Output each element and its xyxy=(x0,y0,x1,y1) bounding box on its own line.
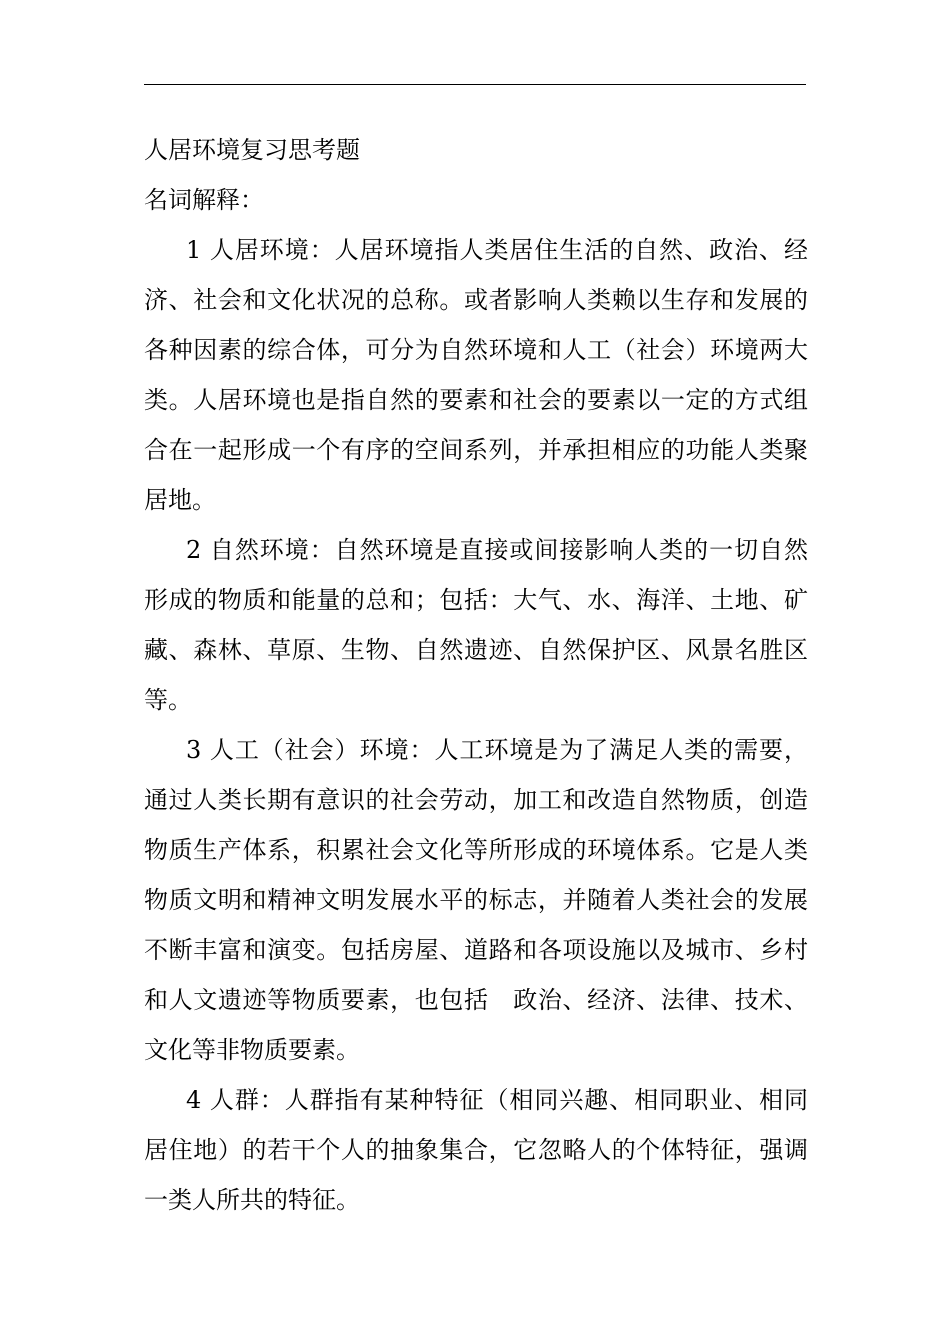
term-paragraph-1: 1 人居环境：人居环境指人类居住生活的自然、政治、经济、社会和文化状况的总称。或者影响人类赖以生存和发展的各种因素的综合体，可分为自然环境和人工（社会）环境两大类。人居环境也是指自然的要素和社会的要素以一定的方式组合在一起形成一个有序的空间系列，并承担相应的功能人类聚居地。 xyxy=(144,236,808,514)
document-body xyxy=(144,125,808,1225)
term-paragraph-2: 2 自然环境：自然环境是直接或间接影响人类的一切自然形成的物质和能量的总和；包括：大气、水、海洋、土地、矿藏、森林、草原、生物、自然遗迹、自然保护区、风景名胜区等。 xyxy=(144,536,808,714)
term-paragraph-4: 4 人群：人群指有某种特征（相同兴趣、相同职业、相同居住地）的若干个人的抽象集合，它忽略人的个体特征，强调一类人所共的特征。 xyxy=(144,1086,808,1214)
document-title: 人居环境复习思考题 xyxy=(144,136,360,164)
section-heading: 名词解释： xyxy=(144,186,264,214)
term-paragraph-3: 3 人工（社会）环境：人工环境是为了满足人类的需要，通过人类长期有意识的社会劳动，加工和改造自然物质，创造物质生产体系，积累社会文化等所形成的环境体系。它是人类物质文明和精神文明发展水平的标志，并随着人类社会的发展不断丰富和演变。包括房屋、道路和各项设施以及城市、乡村和人文遗迹等物质要素，也包括 政治、经济、法律、技术、文化等非物质要素。 xyxy=(144,736,808,1064)
header-rule xyxy=(144,84,806,85)
